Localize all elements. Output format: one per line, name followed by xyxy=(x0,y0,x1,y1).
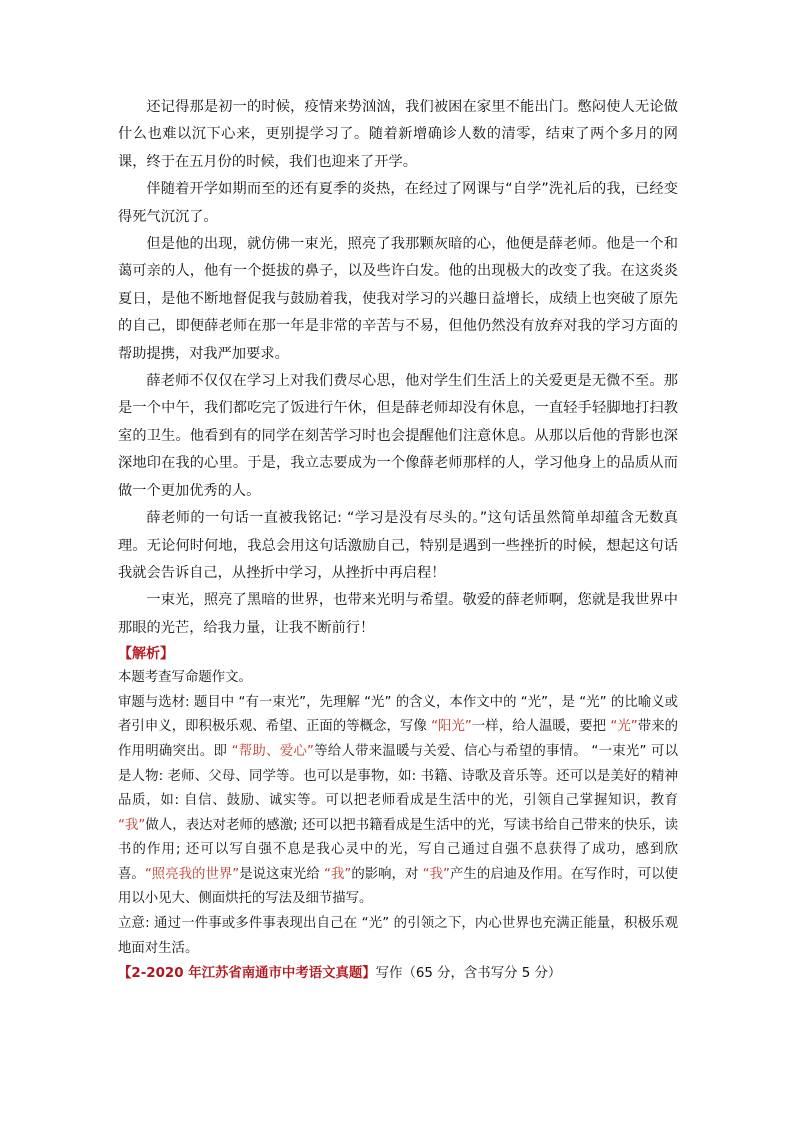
analysis-text-segment: 带来的作用明确突出。即 xyxy=(118,719,679,759)
highlighted-phrase: “光” xyxy=(610,719,638,735)
highlighted-phrase: “我” xyxy=(422,866,450,882)
highlighted-phrase: “我” xyxy=(118,817,146,833)
next-question-header xyxy=(118,962,678,986)
question-source: 【2-2020 年江苏省南通市中考语文真题】 xyxy=(118,966,376,982)
question-task: 写作（65 分，含书写分 5 分） xyxy=(375,966,562,982)
essay-paragraph-3: 但是他的出现，就仿佛一束光，照亮了我那颗灰暗的心，他便是薛老师。他是一个和蔼可亲的人，他有一个挺拔的鼻子，以及些许白发。他的出现极大的改变了我。在这炎炎夏日，是他不断地督促我与鼓励着我，使我对学习的兴趣日益增长，成绩上也突破了原先的自己，即便薛老师在那一年是非常的辛苦与不易，但他仍然没有放弃对我的学习方面的帮助提携，对我严加要求。 xyxy=(118,236,678,362)
essay-paragraph-2: 伴随着开学如期而至的还有夏季的炎热，在经过了网课与“自学”洗礼后的我，已经变得死气沉沉了。 xyxy=(118,181,678,225)
analysis-topic-and-material xyxy=(118,691,678,912)
essay-body xyxy=(118,94,678,642)
analysis-text-segment: 审题与选材: 题目中 “有一束光”，先理解 “光” 的含义，本作文中的 “光”，是 “光” 的比喻义或者引申义，即积极乐观、希望、正面的等概念，写像 xyxy=(118,694,678,735)
analysis-intro: 本题考查写命题作文。 xyxy=(118,670,252,686)
highlighted-phrase: “阳光” xyxy=(431,719,472,735)
essay-paragraph-1: 还记得那是初一的时候，疫情来势汹汹，我们被困在家里不能出门。憋闷使人无论做什么也难以沉下心来，更别提学习了。随着新增确诊人数的清零，结束了两个多月的网课，终于在五月份的时候，我们也迎来了开学。 xyxy=(118,99,678,170)
analysis-tag: 【解析】 xyxy=(118,646,174,663)
highlighted-phrase: “我” xyxy=(323,866,352,882)
essay-paragraph-5: 薛老师的一句话一直被我铭记: “学习是没有尽头的。”这句话虽然简单却蕴含无数真理。无论何时何地，我总会用这句话激励自己，特别是遇到一些挫折的时候，想起这句话我就会告诉自己，从挫折中学习，从挫折中再启程！ xyxy=(118,510,678,581)
essay-paragraph-6: 一束光，照亮了黑暗的世界，也带来光明与希望。敬爱的薛老师啊，您就是我世界中那眼的光芒，给我力量，让我不断前行！ xyxy=(118,592,678,636)
analysis-text-segment: 产生的启迪及作用。在写作时，可以使用以小见大、侧面烘托的写法及细节描写。 xyxy=(118,866,679,907)
analysis-section xyxy=(118,642,678,961)
analysis-text-segment: 是说这束光给 xyxy=(239,866,324,882)
highlighted-phrase: “帮助、爱心” xyxy=(231,743,314,759)
highlighted-phrase: “照亮我的世界” xyxy=(144,866,240,882)
essay-paragraph-4: 薛老师不仅仅在学习上对我们费尽心思，他对学生们生活上的关爱更是无微不至。那是一个中午，我们都吃完了饭进行午休，但是薛老师却没有休息，一直轻手轻脚地打扫教室的卫生。他看到有的同学在刻苦学习时也会提醒他们注意休息。从那以后他的背影也深深地印在我的心里。于是，我立志要成为一个像薛老师那样的人，学习他身上的品质从而做一个更加优秀的人。 xyxy=(118,373,678,499)
document-page xyxy=(118,94,678,986)
analysis-text-segment: 一样，给人温暖，要把 xyxy=(471,719,611,735)
analysis-theme: 立意: 通过一件事或多件事表现出自己在 “光” 的引领之下，内心世界也充满正能量，积极乐观地面对生活。 xyxy=(118,916,678,956)
analysis-text-segment: 的影响，对 xyxy=(351,866,423,882)
analysis-text-segment: 等给人带来温暖与关爱、信心与希望的事情。 “一束光” 可以是人物: 老师、父母、同学等。也可以是事物，如: 书籍、诗歌及音乐等。还可以是美好的精神品质，如: 自信、鼓励、诚实等。可以把老师看成是生活中的光，引领自己掌握知识，教育 xyxy=(118,743,678,809)
analysis-text-segment: 做人，表达对老师的感激; 还可以把书籍看成是生活中的光，写读书给自己带来的快乐，读书的作用; 还可以写自强不息是我心灵中的光，写自己通过自强不息获得了成功，感到欣喜。 xyxy=(118,817,679,882)
